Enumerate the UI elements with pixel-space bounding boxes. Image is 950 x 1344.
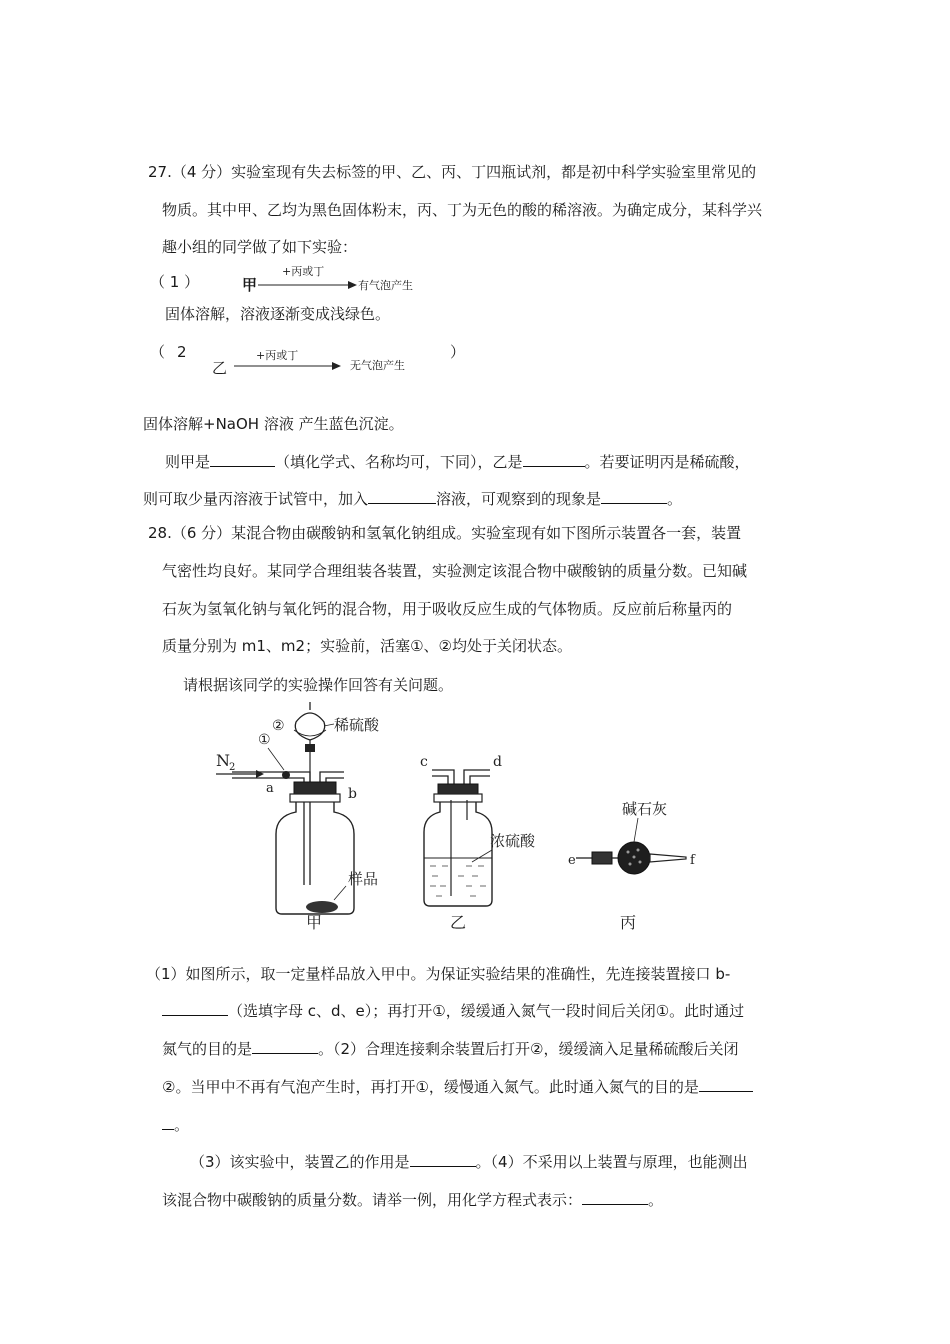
apparatus-jia bbox=[232, 702, 380, 932]
blank-jia[interactable] bbox=[210, 452, 275, 467]
q27-answer-line2: 则可取少量丙溶液于试管中，加入 溶液，可观察到的现象是 。 bbox=[143, 490, 683, 508]
exp1-note: 固体溶解，溶液逐渐变成浅绿色。 bbox=[165, 305, 391, 323]
blank-yi[interactable] bbox=[523, 452, 585, 467]
q28-part3-line2: 该混合物中碳酸钠的质量分数。请举一例，用化学方程式表示： 。 bbox=[162, 1191, 664, 1209]
q28-line2: 气密性均良好。某同学合理组装各装置，实验测定该混合物中碳酸钠的质量分数。已知碱 bbox=[162, 562, 748, 580]
exp2-number: 2 bbox=[177, 343, 187, 361]
exp1-reagent: +丙或丁 bbox=[282, 265, 325, 278]
exp2-paren-close: ） bbox=[450, 343, 466, 361]
exp1-arrow bbox=[258, 280, 358, 290]
q28-part1-line3: 氮气的目的是 。（2）合理连接剩余装置后打开②，缓缓滴入足量稀硫酸后关闭 bbox=[162, 1040, 739, 1058]
n2-label: N bbox=[216, 751, 230, 770]
bottle-jia bbox=[276, 802, 354, 914]
q28-line1: 28.（6 分）某混合物由碳酸钠和氢氧化钠组成。实验室现有如下图所示装置各一套，装置 bbox=[148, 524, 742, 542]
port-b-label: b bbox=[348, 786, 357, 802]
soda-lime-label: 碱石灰 bbox=[622, 800, 668, 818]
q27-line2: 物质。其中甲、乙均为黑色固体粉末，丙、丁为无色的酸的稀溶液。为确定成分，某科学兴 bbox=[162, 201, 763, 219]
blank-reagent[interactable] bbox=[368, 489, 436, 504]
port-a-label: a bbox=[266, 781, 274, 796]
exp2-arrow bbox=[234, 361, 344, 371]
sample-icon bbox=[306, 901, 338, 913]
port-e-label: e bbox=[568, 853, 576, 868]
valve1-label: ① bbox=[258, 732, 271, 748]
exp1-number: （ 1 ） bbox=[150, 273, 200, 291]
port-f-label: f bbox=[690, 853, 695, 868]
blank-role-yi[interactable] bbox=[410, 1152, 476, 1167]
q28-line3: 石灰为氢氧化钠与氧化钙的混合物，用于吸收反应生成的气体物质。反应前后称量丙的 bbox=[162, 600, 733, 618]
exp1-result: 有气泡产生 bbox=[358, 279, 413, 292]
q27-line1: 27.（4 分）实验室现有失去标签的甲、乙、丙、丁四瓶试剂，都是初中科学实验室里常见的 bbox=[148, 163, 757, 181]
exp2-result: 无气泡产生 bbox=[350, 359, 405, 372]
valve1-icon[interactable] bbox=[282, 771, 290, 779]
sample-label: 样品 bbox=[348, 870, 379, 888]
exp2-paren-open: （ bbox=[150, 343, 166, 361]
valve2-label: ② bbox=[272, 718, 285, 734]
port-c-label: c bbox=[420, 754, 428, 770]
yi-label: 乙 bbox=[450, 913, 467, 932]
apparatus-yi bbox=[420, 754, 536, 932]
q28-part1-line1: （1）如图所示，取一定量样品放入甲中。为保证实验结果的准确性，先连接装置接口 b- bbox=[146, 965, 731, 983]
q28-part2-line-cont: 。 bbox=[162, 1115, 189, 1135]
blank-equation[interactable] bbox=[582, 1190, 648, 1205]
exp1-reactant: 甲 bbox=[242, 276, 258, 294]
acid-label: 稀硫酸 bbox=[334, 716, 380, 734]
q27-answer-line1: 则甲是 （填化学式、名称均可，下同），乙是 。若要证明丙是稀硫酸， bbox=[165, 453, 750, 471]
port-d-label: d bbox=[493, 754, 502, 770]
q28-line5: 请根据该同学的实验操作回答有关问题。 bbox=[183, 676, 454, 694]
conc-acid-label: 浓硫酸 bbox=[490, 832, 536, 850]
q28-part2-line: ②。当甲中不再有气泡产生时，再打开①，缓慢通入氮气。此时通入氮气的目的是 bbox=[162, 1077, 753, 1097]
bing-label: 丙 bbox=[620, 913, 637, 932]
exp2-reagent: +丙或丁 bbox=[256, 349, 299, 362]
q28-line4: 质量分别为 m1、m2；实验前，活塞①、②均处于关闭状态。 bbox=[162, 637, 572, 655]
blank-phenomenon[interactable] bbox=[601, 489, 667, 504]
exp2-reactant: 乙 bbox=[212, 359, 228, 377]
q27-line3: 趣小组的同学做了如下实验： bbox=[162, 238, 358, 256]
apparatus-bing bbox=[568, 800, 696, 932]
blank-purpose2-a[interactable] bbox=[699, 1077, 753, 1092]
blank-purpose2-b[interactable] bbox=[162, 1115, 174, 1130]
blank-purpose1[interactable] bbox=[252, 1039, 318, 1054]
blank-connection[interactable] bbox=[162, 1001, 228, 1016]
apparatus-figure bbox=[210, 700, 710, 940]
q28-part3-line1: （3）该实验中，装置乙的作用是 。（4）不采用以上装置与原理，也能测出 bbox=[190, 1153, 748, 1171]
jia-label: 甲 bbox=[306, 913, 323, 932]
bottle-yi bbox=[424, 802, 492, 906]
q28-part1-line2: （选填字母 c、d、e）；再打开①，缓缓通入氮气一段时间后关闭①。此时通过 bbox=[162, 1001, 744, 1021]
exp2-note: 固体溶解+NaOH 溶液 产生蓝色沉淀。 bbox=[143, 415, 404, 433]
n2-subscript: 2 bbox=[229, 762, 236, 773]
